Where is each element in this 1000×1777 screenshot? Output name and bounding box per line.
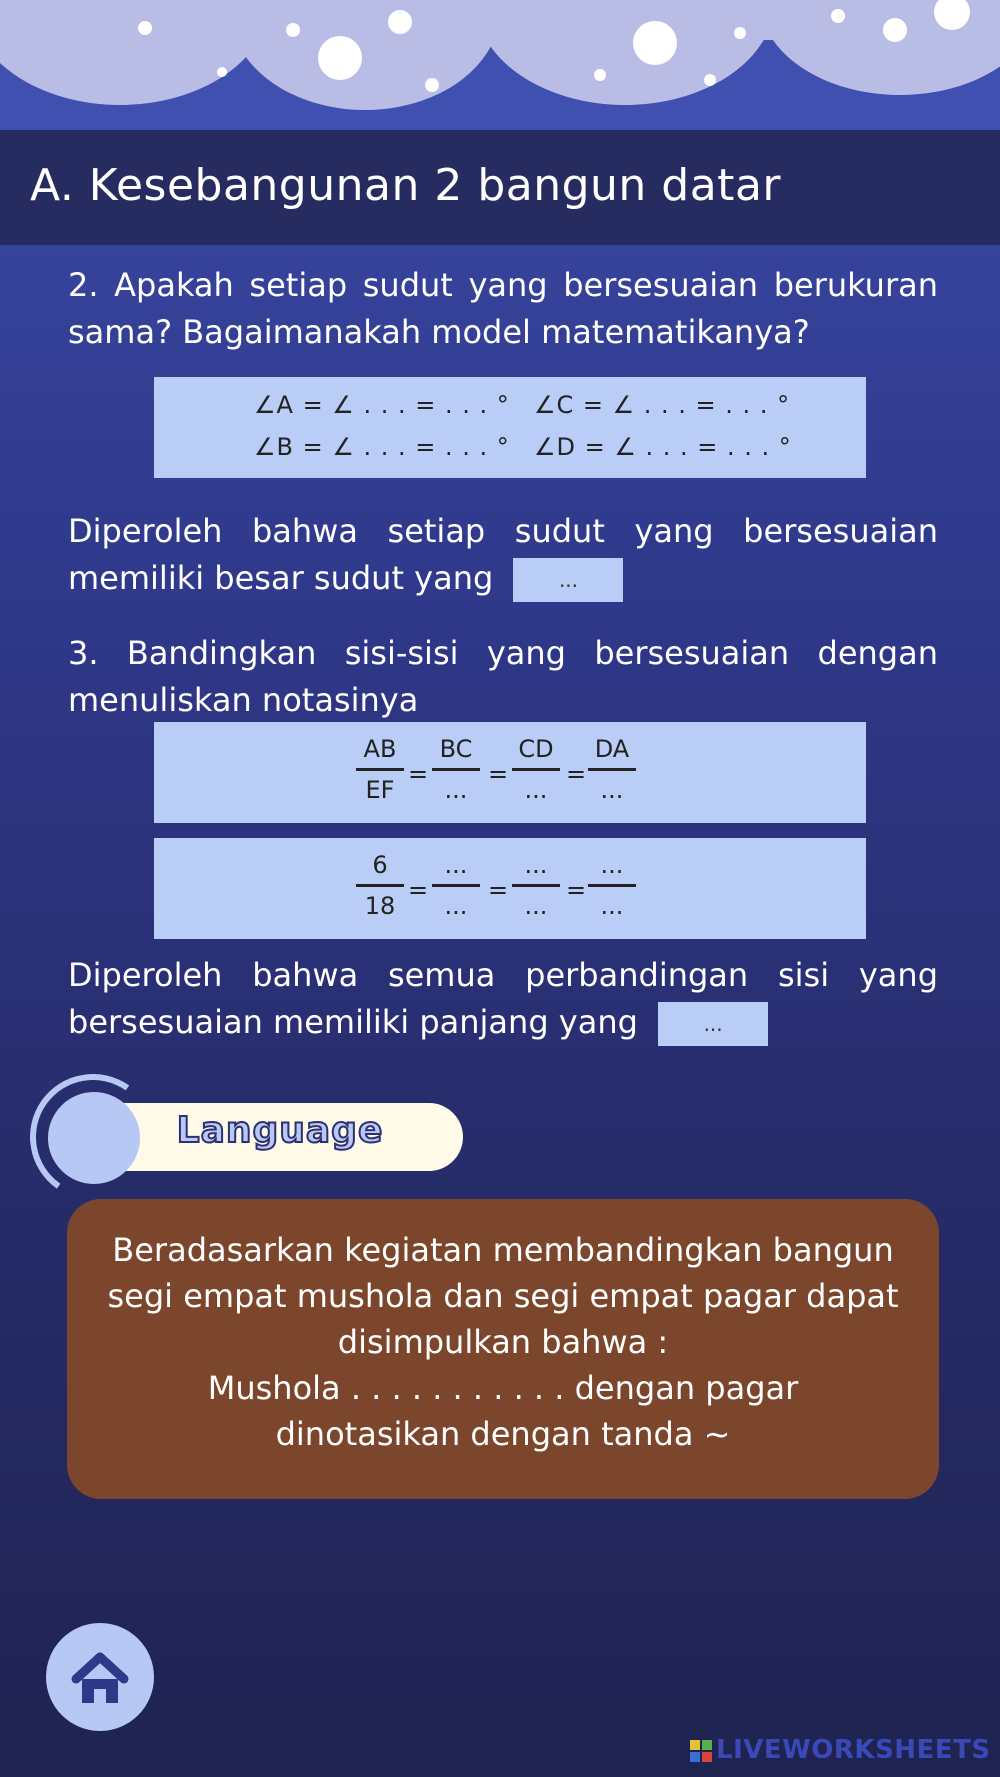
fraction-bar: [588, 768, 636, 771]
brand-name: LIVEWORKSHEETS: [716, 1735, 991, 1765]
equals-sign: =: [488, 876, 509, 904]
angle-a-equation: ∠A = ∠ . . . = . . . °: [254, 391, 510, 419]
side-answer-input[interactable]: ...: [658, 1002, 768, 1046]
fraction-bar: [512, 768, 560, 771]
fraction-numerator: 6: [372, 851, 388, 879]
fraction-bar: [512, 884, 560, 887]
angle-d-equation: ∠D = ∠ . . . = . . . °: [534, 433, 792, 461]
fraction-denominator: EF: [365, 776, 395, 804]
question-2-conclusion: [68, 508, 938, 602]
conclusion-line-3: disimpulkan bahwa :: [337, 1323, 669, 1361]
fraction-bar: [432, 768, 480, 771]
fraction-cd: [512, 732, 560, 807]
equals-sign: =: [408, 760, 429, 788]
fraction-bc: [432, 732, 480, 807]
conclusion-line-1: Beradasarkan kegiatan membandingkan bangun: [112, 1231, 894, 1269]
home-icon: [46, 1623, 154, 1731]
equals-sign: =: [566, 760, 587, 788]
header-decoration: [0, 0, 1000, 130]
fraction-blank: [512, 848, 560, 923]
fraction-numerator: AB: [363, 735, 397, 763]
language-label: Language: [176, 1110, 384, 1151]
fraction-denominator-input[interactable]: ...: [444, 776, 468, 804]
conclusion-line-4[interactable]: Mushola . . . . . . . . . . . dengan pagar: [207, 1369, 799, 1407]
fraction-bar: [356, 884, 404, 887]
question-2-text: 2. Apakah setiap sudut yang bersesuaian berukuran sama? Bagaimanakah model matematikanya?: [68, 266, 938, 351]
fraction-da: [588, 732, 636, 807]
angle-equations-box: [154, 377, 866, 478]
conclusion-line-5: dinotasikan dengan tanda ~: [275, 1415, 731, 1453]
fraction-numerator-input[interactable]: ...: [600, 851, 624, 879]
fraction-numerator: CD: [518, 735, 554, 763]
fraction-bar: [432, 884, 480, 887]
fraction-denominator-input[interactable]: ...: [444, 892, 468, 920]
fraction-bar: [356, 768, 404, 771]
page-title: A. Kesebangunan 2 bangun datar: [30, 160, 781, 211]
title-bar: [0, 130, 1000, 245]
conclusion-line-2: segi empat mushola dan segi empat pagar dapat: [107, 1277, 899, 1315]
question-3-conclusion: [68, 952, 938, 1046]
fraction-denominator-input[interactable]: ...: [600, 776, 624, 804]
fraction-bar: [588, 884, 636, 887]
equals-sign: =: [566, 876, 587, 904]
fraction-6-18: [356, 848, 404, 923]
fraction-numerator: BC: [439, 735, 473, 763]
equals-sign: =: [408, 876, 429, 904]
fraction-numerator-input[interactable]: ...: [524, 851, 548, 879]
fraction-denominator-input[interactable]: ...: [600, 892, 624, 920]
fraction-ab-ef: [356, 732, 404, 807]
equals-sign: =: [488, 760, 509, 788]
side-ratio-notation-box: [154, 722, 866, 823]
fraction-blank: [588, 848, 636, 923]
cloud-decoration-icon: [0, 0, 1000, 130]
angle-b-equation: ∠B = ∠ . . . = . . . °: [254, 433, 510, 461]
side-ratio-values-box: [154, 838, 866, 939]
language-circle-icon: [48, 1092, 140, 1184]
home-button[interactable]: [46, 1623, 154, 1731]
angle-answer-input[interactable]: ...: [513, 558, 623, 602]
liveworksheets-logo-icon: [690, 1740, 712, 1762]
question-2-conclusion-text: Diperoleh bahwa setiap sudut yang bersesuaian memiliki besar sudut yang: [68, 512, 938, 597]
fraction-numerator-input[interactable]: ...: [444, 851, 468, 879]
question-3-text: 3. Bandingkan sisi-sisi yang bersesuaian dengan menuliskan notasinya: [68, 634, 938, 719]
fraction-blank: [432, 848, 480, 923]
brand-footer: [690, 1735, 991, 1765]
fraction-denominator: 18: [364, 892, 396, 920]
language-conclusion-box: [67, 1199, 939, 1499]
question-3-conclusion-text: Diperoleh bahwa semua perbandingan sisi yang bersesuaian memiliki panjang yang: [68, 956, 938, 1041]
fraction-denominator-input[interactable]: ...: [524, 776, 548, 804]
fraction-denominator-input[interactable]: ...: [524, 892, 548, 920]
fraction-numerator: DA: [594, 735, 630, 763]
angle-c-equation: ∠C = ∠ . . . = . . . °: [534, 391, 791, 419]
